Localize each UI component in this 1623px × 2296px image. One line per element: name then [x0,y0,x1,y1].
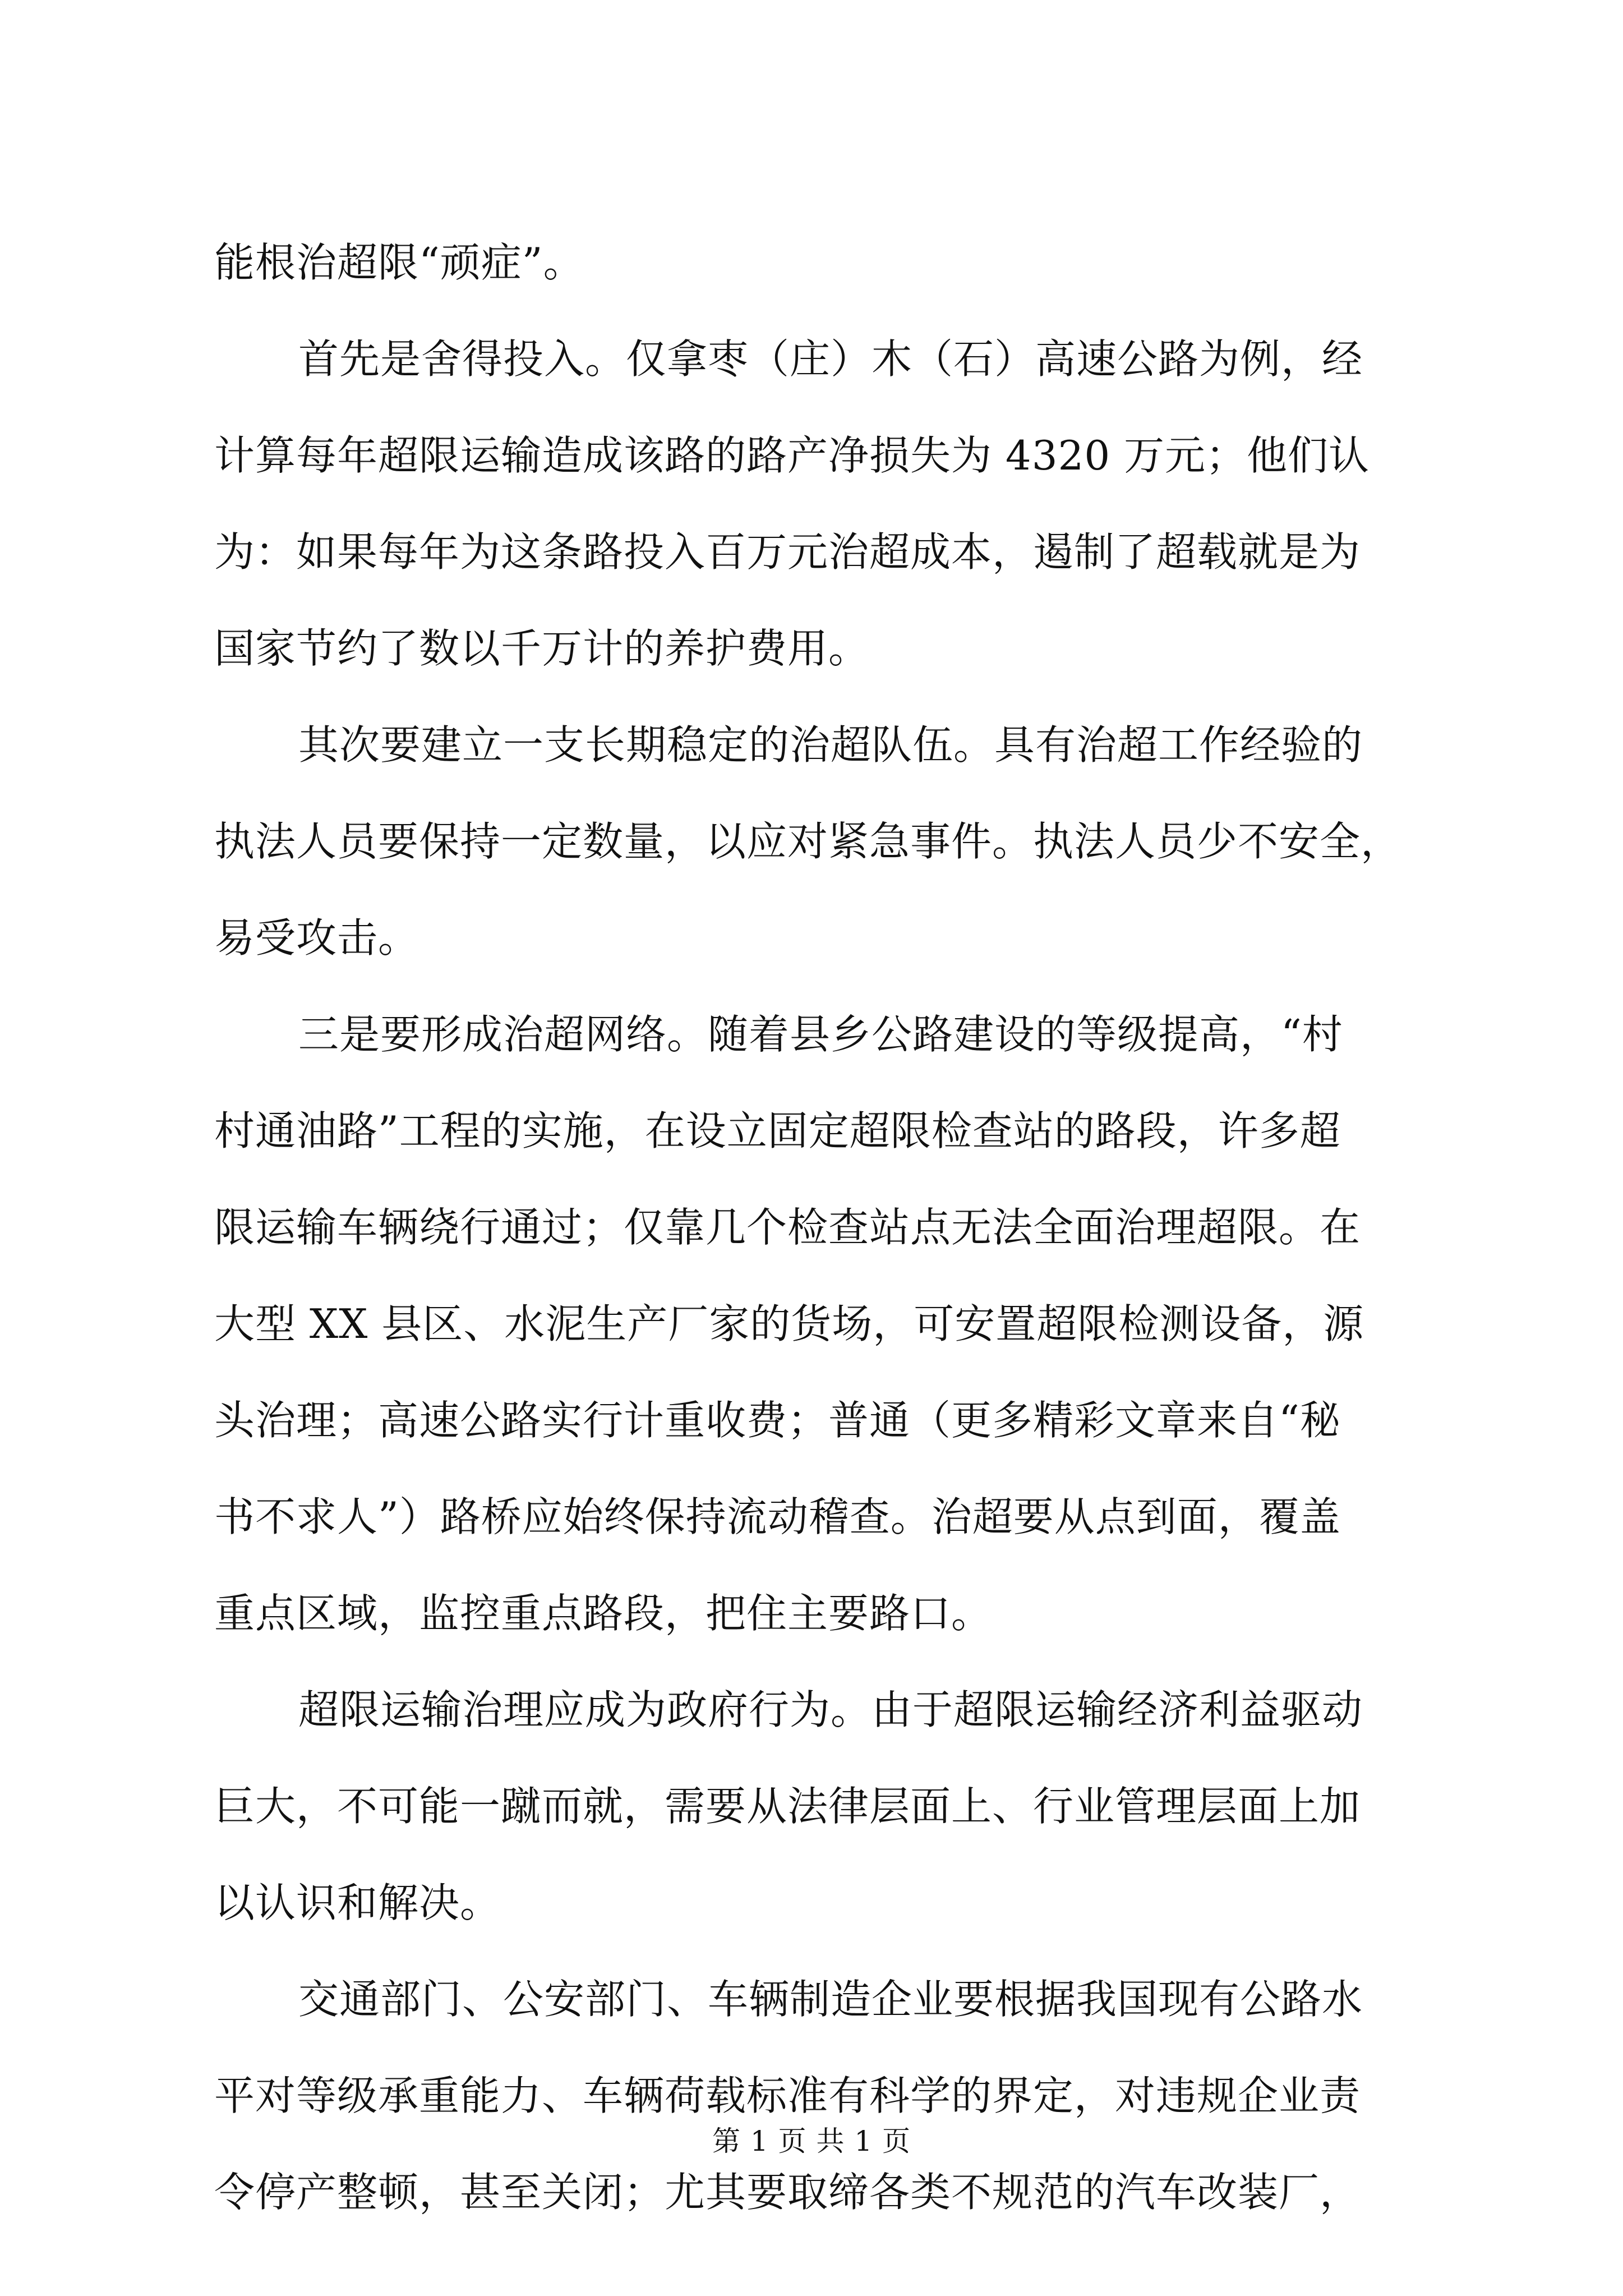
text-line: 能根治超限“顽症”。 [214,239,584,286]
paragraph-start-line: 其次要建立一支长期稳定的治超队伍。具有治超工作经验的 [298,721,1363,769]
text-line: 为：如果每年为这条路投入百万元治超成本，遏制了超载就是为 [214,528,1361,576]
text-line: 村通油路”工程的实施，在设立固定超限检查站的路段，许多超 [214,1107,1341,1154]
paragraph-start-line: 超限运输治理应成为政府行为。由于超限运输经济利益驱动 [298,1686,1363,1733]
text-line: 以认识和解决。 [214,1879,501,1926]
document-body [214,214,1442,2240]
paragraph-start-line: 交通部门、公安部门、车辆制造企业要根据我国现有公路水 [298,1976,1363,2023]
text-line: 令停产整顿，甚至关闭；尤其要取缔各类不规范的汽车改装厂， [214,2169,1361,2216]
text-line: 执法人员要保持一定数量，以应对紧急事件。执法人员少不安全， [214,818,1402,865]
text-line: 重点区域，监控重点路段，把住主要路口。 [214,1590,993,1637]
text-line: 巨大，不可能一蹴而就，需要从法律层面上、行业管理层面上加 [214,1783,1361,1830]
text-line: 平对等级承重能力、车辆荷载标准有科学的界定，对违规企业责 [214,2072,1361,2119]
text-line: 国家节约了数以千万计的养护费用。 [214,625,870,672]
paragraph-start-line: 首先是舍得投入。仅拿枣（庄）木（石）高速公路为例，经 [298,335,1363,383]
page-number-footer: 第 1 页 共 1 页 [712,2125,911,2157]
text-line: 易受攻击。 [214,914,419,961]
text-line: 大型 XX 县区、水泥生产厂家的货场，可安置超限检测设备，源 [214,1300,1364,1347]
text-line: 限运输车辆绕行通过；仅靠几个检查站点无法全面治理超限。在 [214,1204,1361,1251]
text-line: 书不求人”）路桥应始终保持流动稽查。治超要从点到面，覆盖 [214,1493,1341,1540]
paragraph-start-line: 三是要形成治超网络。随着县乡公路建设的等级提高，“村 [298,1011,1343,1058]
text-line: 头治理；高速公路实行计重收费；普通（更多精彩文章来自“秘 [214,1397,1341,1444]
text-line: 计算每年超限运输造成该路的路产净损失为 4320 万元；他们认 [214,432,1370,479]
